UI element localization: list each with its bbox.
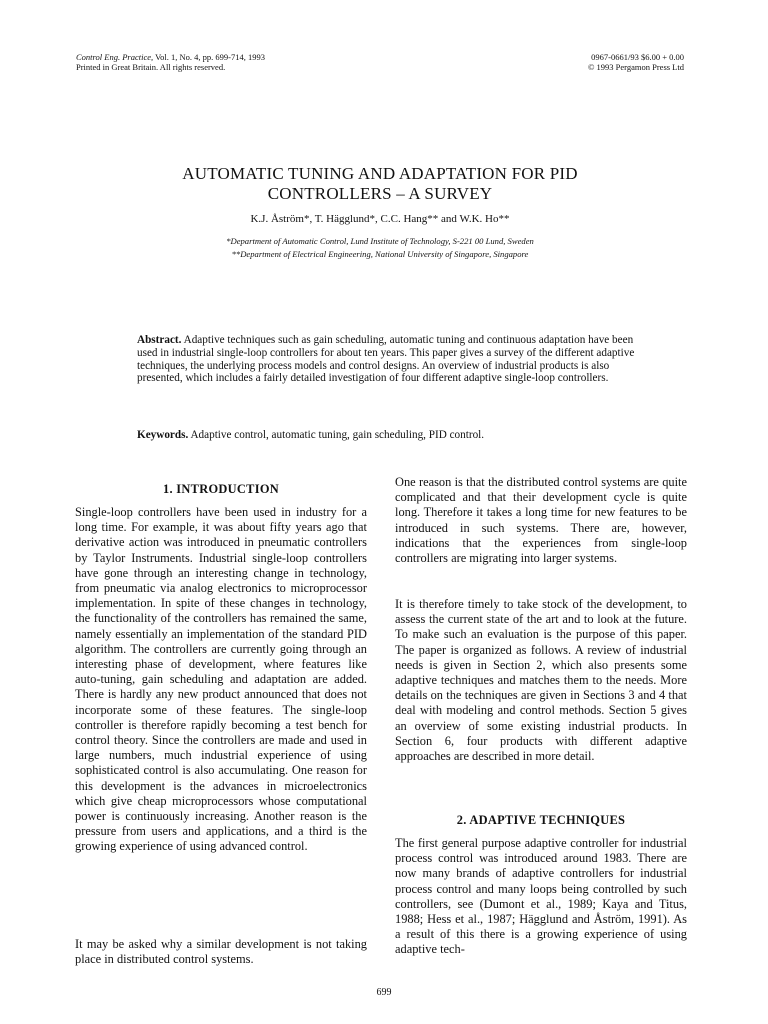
paper-title-line-1: AUTOMATIC TUNING AND ADAPTATION FOR PID — [182, 164, 578, 183]
abstract-label: Abstract. — [137, 334, 182, 346]
paper-title — [120, 164, 640, 204]
section-heading-introduction: 1. INTRODUCTION — [162, 482, 280, 496]
issn-price: 0967-0661/93 $6.00 + 0.00 — [591, 52, 684, 62]
intro-paragraph-2: It may be asked why a similar development is not taking place in distributed control systems. — [75, 937, 367, 967]
paper-title-line-2: CONTROLLERS – A SURVEY — [267, 184, 493, 203]
keywords-text: Adaptive control, automatic tuning, gain scheduling, PID control. — [190, 429, 485, 441]
author-list: K.J. Åström*, T. Hägglund*, C.C. Hang** and W.K. Ho** — [250, 213, 510, 225]
abstract-text: Adaptive techniques such as gain scheduling, automatic tuning and continuous adaptation have been used in industrial single-loop controllers for about ten years. This paper gives a survey of the different adaptive techniques, the underlying process models and control designs. An overview of industrial products is also presented, which includes a fairly detailed investigation of four different adaptive single-loop controllers. — [137, 334, 635, 385]
abstract-block — [137, 334, 637, 385]
page-number: 699 — [376, 987, 392, 998]
intro-paragraph-1: Single-loop controllers have been used in industry for a long time. For example, it was about fifty years ago that derivative action was introduced in pneumatic controllers by Taylor Instruments. Industrial single-loop controllers have gone through an interesting change in technology, from pneumatic via analog electronics to microprocessor implementation. In spite of these changes in technology, the functionality of the controllers has remained the same, namely essentially an implementation of the standard PID algorithm. The controllers are currently going through an interesting phase of development, where features like auto-tuning, gain scheduling and adaptation are added. There is hardly any new product announced that does not incorporate some of these features. The single-loop controller is therefore rapidly becoming a test bench for control theory. Since the controllers are made and used in large numbers, much industrial experience of using sophisticated control is also accumulating. One reason for this development is the advances in microelectronics which give cheap microprocessors whose computational power is continuously increasing. Another reason is the pressure from users and applications, and a third is the growing experience of using advanced control. — [75, 505, 367, 854]
journal-citation: Control Eng. Practice, Vol. 1, No. 4, pp. 699-714, 1993 — [76, 52, 265, 62]
keywords-label: Keywords. — [137, 429, 189, 441]
affiliation-singapore: **Department of Electrical Engineering, National University of Singapore, Singapore — [231, 249, 529, 259]
running-header-left — [76, 52, 265, 72]
section-heading-adaptive-techniques: 2. ADAPTIVE TECHNIQUES — [456, 813, 626, 827]
keywords-block — [137, 429, 637, 442]
intro-paragraph-4: It is therefore timely to take stock of the development, to assess the current state of the art and to look at the future. To make such an evaluation is the purpose of this paper. The paper is organized as follows. A review of industrial needs is given in Section 2, which also presents some adaptive techniques and matches them to the needs. More details on the techniques are given in Sections 3 and 4 that deal with modeling and control methods. Section 5 gives an overview of some existing industrial products. In Section 6, four products with different adaptive approaches are described in more detail. — [395, 597, 687, 764]
copyright-notice: © 1993 Pergamon Press Ltd — [587, 62, 684, 72]
running-header-right — [588, 52, 684, 72]
printed-notice: Printed in Great Britain. All rights reserved. — [76, 62, 226, 72]
intro-paragraph-3: One reason is that the distributed control systems are quite complicated and that their development cycle is quite long. Therefore it takes a long time for new features to be introduced in such systems. There are, however, indications that the experiences from single-loop controllers are migrating into larger systems. — [395, 475, 687, 566]
affiliation-lund: *Department of Automatic Control, Lund Institute of Technology, S-221 00 Lund, Sweden — [226, 236, 534, 246]
adaptive-paragraph-1: The first general purpose adaptive controller for industrial process control was introduced around 1983. There are now many brands of adaptive controllers for industrial process control and many loops being controlled by such controllers, see (Dumont et al., 1989; Kaya and Titus, 1988; Hess et al., 1987; Hägglund and Åström, 1991). As a result of this there is a growing experience of using adaptive tech- — [395, 836, 687, 957]
